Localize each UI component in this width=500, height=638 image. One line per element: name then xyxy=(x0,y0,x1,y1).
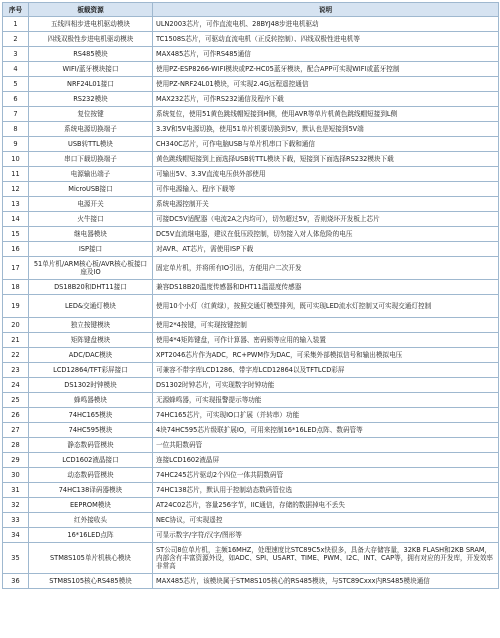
row-number-cell: 11 xyxy=(3,167,29,182)
row-number-cell: 2 xyxy=(3,32,29,47)
resource-name-cell: WIFI/蓝牙模块接口 xyxy=(29,62,153,77)
table-row xyxy=(3,137,499,152)
resource-name-cell: 串口下载切换端子 xyxy=(29,152,153,167)
description-cell: TC1508S芯片，可驱动直流电机（正反转控制）、四线双极性进电机等 xyxy=(153,32,499,47)
row-number-cell: 15 xyxy=(3,227,29,242)
table-row xyxy=(3,92,499,107)
row-number-cell: 31 xyxy=(3,483,29,498)
description-cell: 可显示数字/字符/汉字/图形等 xyxy=(153,528,499,543)
description-cell: MAX485芯片，可作RS485通信 xyxy=(153,47,499,62)
table-row xyxy=(3,574,499,589)
resource-name-cell: LCD1602液晶接口 xyxy=(29,453,153,468)
table-row xyxy=(3,47,499,62)
description-cell: 可作电源输入、程序下载等 xyxy=(153,182,499,197)
resource-name-cell: 红外接收头 xyxy=(29,513,153,528)
table-row xyxy=(3,227,499,242)
description-cell: 对AVR、AT芯片，需使用ISP下载 xyxy=(153,242,499,257)
row-number-cell: 21 xyxy=(3,333,29,348)
resource-name-cell: 电源输出端子 xyxy=(29,167,153,182)
row-number-cell: 28 xyxy=(3,438,29,453)
row-number-cell: 8 xyxy=(3,122,29,137)
description-cell: 74HC165芯片，可实现IO口扩展（并转串）功能 xyxy=(153,408,499,423)
resource-name-cell: 火牛接口 xyxy=(29,212,153,227)
table-row xyxy=(3,408,499,423)
row-number-cell: 6 xyxy=(3,92,29,107)
row-number-cell: 24 xyxy=(3,378,29,393)
row-number-cell: 27 xyxy=(3,423,29,438)
table-row xyxy=(3,17,499,32)
row-number-cell: 7 xyxy=(3,107,29,122)
table-row xyxy=(3,363,499,378)
table-row xyxy=(3,423,499,438)
description-cell: 使用2*4按键，可实现按键控制 xyxy=(153,318,499,333)
resource-name-cell: 16*16LED点阵 xyxy=(29,528,153,543)
description-cell: 可接DC5V适配器（电流2A之内均可），切勿超过5V，否则烧坏开发板上芯片 xyxy=(153,212,499,227)
resource-name-cell: 静态数码管模块 xyxy=(29,438,153,453)
row-number-cell: 17 xyxy=(3,257,29,280)
row-number-cell: 4 xyxy=(3,62,29,77)
table-row xyxy=(3,122,499,137)
header-resource: 板载资源 xyxy=(29,3,153,17)
table-row xyxy=(3,242,499,257)
description-cell: 黄色跳线帽短接到上面选择USB转TTL模块下载，短接到下面选择RS232模块下载 xyxy=(153,152,499,167)
table-row xyxy=(3,212,499,227)
row-number-cell: 35 xyxy=(3,543,29,574)
resource-name-cell: DS1302时钟模块 xyxy=(29,378,153,393)
table-row xyxy=(3,378,499,393)
resource-name-cell: 74HC138译码器模块 xyxy=(29,483,153,498)
row-number-cell: 14 xyxy=(3,212,29,227)
description-cell: ST公司8位单片机，主频16MHZ，处理速度比STC89C5x快很多，具备大存储容量，32KB FLASH和2KB SRAM，内部含有丰富资源外设，如ADC、SPI、USART、TIME、PWM、I2C、INT、CAP等，拥有对应的开发库，开发效率非常高 xyxy=(153,543,499,574)
row-number-cell: 34 xyxy=(3,528,29,543)
resource-name-cell: 独立按键模块 xyxy=(29,318,153,333)
resource-name-cell: 继电器模块 xyxy=(29,227,153,242)
table-row xyxy=(3,280,499,295)
description-cell: 系统复位，使用51黄色跳线帽短接到H侧，使用AVR等单片机黄色跳线帽短接到L侧 xyxy=(153,107,499,122)
description-cell: 使用10个小灯（红黄绿），按照交通灯模型排列，既可实现LED流水灯控制又可实现交通灯控制 xyxy=(153,295,499,318)
resource-name-cell: LED&交通灯模块 xyxy=(29,295,153,318)
table-row xyxy=(3,182,499,197)
resource-name-cell: EEPROM模块 xyxy=(29,498,153,513)
table-body xyxy=(3,17,499,589)
resource-name-cell: NRF24L01接口 xyxy=(29,77,153,92)
table-row xyxy=(3,438,499,453)
table-row xyxy=(3,348,499,363)
table-row xyxy=(3,152,499,167)
table-row xyxy=(3,393,499,408)
table-row xyxy=(3,333,499,348)
table-row xyxy=(3,257,499,280)
resource-name-cell: 蜂鸣器模块 xyxy=(29,393,153,408)
table-row xyxy=(3,167,499,182)
resource-name-cell: 74HC165模块 xyxy=(29,408,153,423)
row-number-cell: 9 xyxy=(3,137,29,152)
row-number-cell: 22 xyxy=(3,348,29,363)
header-number: 序号 xyxy=(3,3,29,17)
row-number-cell: 1 xyxy=(3,17,29,32)
table-header-row xyxy=(3,3,499,17)
resource-name-cell: 74HC595模块 xyxy=(29,423,153,438)
description-cell: 系统电源控制开关 xyxy=(153,197,499,212)
resource-name-cell: RS485模块 xyxy=(29,47,153,62)
resource-name-cell: LCD12864/TFT彩屏接口 xyxy=(29,363,153,378)
row-number-cell: 23 xyxy=(3,363,29,378)
table-row xyxy=(3,468,499,483)
description-cell: 使用PZ-NRF24L01模块，可实现2.4G远程遥控通信 xyxy=(153,77,499,92)
resource-name-cell: 51单片机/ARM核心板/AVR核心板接口座及IO xyxy=(29,257,153,280)
resource-name-cell: 复位按键 xyxy=(29,107,153,122)
resource-name-cell: ADC/DAC模块 xyxy=(29,348,153,363)
table-row xyxy=(3,543,499,574)
row-number-cell: 30 xyxy=(3,468,29,483)
row-number-cell: 32 xyxy=(3,498,29,513)
table-row xyxy=(3,77,499,92)
table-row xyxy=(3,528,499,543)
row-number-cell: 25 xyxy=(3,393,29,408)
row-number-cell: 36 xyxy=(3,574,29,589)
resource-name-cell: ISP接口 xyxy=(29,242,153,257)
resource-name-cell: 四线双极性步进电机驱动模块 xyxy=(29,32,153,47)
description-cell: 可兼容不带字库LCD1286、带字库LCD12864以及TFTLCD彩屏 xyxy=(153,363,499,378)
resource-name-cell: DS18B20和DHT11接口 xyxy=(29,280,153,295)
description-cell: 一位共阳数码管 xyxy=(153,438,499,453)
description-cell: DS1302时钟芯片，可实现数字时钟功能 xyxy=(153,378,499,393)
description-cell: 固定单片机，并将所有IO引出，方便用户二次开发 xyxy=(153,257,499,280)
table-row xyxy=(3,318,499,333)
description-cell: 无源蜂鸣器，可实现报警提示等功能 xyxy=(153,393,499,408)
resource-name-cell: 动态数码管模块 xyxy=(29,468,153,483)
description-cell: CH340C芯片，可作电脑USB与单片机串口下载和通信 xyxy=(153,137,499,152)
description-cell: 74HC138芯片，默认用于控制动态数码管位选 xyxy=(153,483,499,498)
header-description: 说明 xyxy=(153,3,499,17)
description-cell: NEC协议，可实现遥控 xyxy=(153,513,499,528)
table-row xyxy=(3,483,499,498)
row-number-cell: 5 xyxy=(3,77,29,92)
description-cell: 3.3V和5V电源切换，使用51单片机要切换到5V，默认也是短接到5V端 xyxy=(153,122,499,137)
resource-table xyxy=(2,2,499,589)
description-cell: MAX232芯片，可作RS232通信及程序下载 xyxy=(153,92,499,107)
row-number-cell: 26 xyxy=(3,408,29,423)
description-cell: ULN2003芯片，可作直流电机、28BYJ48步进电机驱动 xyxy=(153,17,499,32)
resource-name-cell: STM8S105核心RS485模块 xyxy=(29,574,153,589)
table-row xyxy=(3,498,499,513)
description-cell: 连接LCD1602液晶屏 xyxy=(153,453,499,468)
row-number-cell: 18 xyxy=(3,280,29,295)
resource-name-cell: 五线四相步进电机驱动模块 xyxy=(29,17,153,32)
row-number-cell: 13 xyxy=(3,197,29,212)
resource-name-cell: STM8S105单片机核心模块 xyxy=(29,543,153,574)
resource-name-cell: MicroUSB接口 xyxy=(29,182,153,197)
description-cell: XPT2046芯片作为ADC，RC+PWM作为DAC，可采集外部模拟信号和输出模拟电压 xyxy=(153,348,499,363)
row-number-cell: 16 xyxy=(3,242,29,257)
description-cell: 可输出5V、3.3V直流电压供外部使用 xyxy=(153,167,499,182)
table-row xyxy=(3,62,499,77)
description-cell: 74HC245芯片驱动2个四位一体共阴数码管 xyxy=(153,468,499,483)
table-row xyxy=(3,107,499,122)
resource-name-cell: 系统电源切换端子 xyxy=(29,122,153,137)
row-number-cell: 3 xyxy=(3,47,29,62)
resource-name-cell: RS232模块 xyxy=(29,92,153,107)
resource-name-cell: 电源开关 xyxy=(29,197,153,212)
description-cell: 使用4*4矩阵键盘，可作计算器、密码锁等应用的输入装置 xyxy=(153,333,499,348)
row-number-cell: 19 xyxy=(3,295,29,318)
row-number-cell: 20 xyxy=(3,318,29,333)
row-number-cell: 29 xyxy=(3,453,29,468)
description-cell: 兼容DS18B20温度传感器和DHT11温湿度传感器 xyxy=(153,280,499,295)
description-cell: 使用PZ-ESP8266-WIFI模块或PZ-HC05蓝牙模块，配合APP可实现WIFI或蓝牙控制 xyxy=(153,62,499,77)
resource-name-cell: 矩阵键盘模块 xyxy=(29,333,153,348)
description-cell: AT24C02芯片，容量256字节，IIC通信，存储的数据掉电不丢失 xyxy=(153,498,499,513)
description-cell: MAX485芯片，该模块属于STM8S105核心的RS485模块，与STC89Cxxx内RS485模块通信 xyxy=(153,574,499,589)
row-number-cell: 10 xyxy=(3,152,29,167)
table-row xyxy=(3,197,499,212)
table-row xyxy=(3,453,499,468)
resource-name-cell: USB转TTL模块 xyxy=(29,137,153,152)
table-row xyxy=(3,513,499,528)
row-number-cell: 33 xyxy=(3,513,29,528)
description-cell: 4块74HC595芯片级联扩展IO，可用来控制16*16LED点阵、数码管等 xyxy=(153,423,499,438)
table-row xyxy=(3,295,499,318)
table-row xyxy=(3,32,499,47)
description-cell: DC5V直流继电器，建议在低压段控制，切勿接入对人体危险的电压 xyxy=(153,227,499,242)
row-number-cell: 12 xyxy=(3,182,29,197)
